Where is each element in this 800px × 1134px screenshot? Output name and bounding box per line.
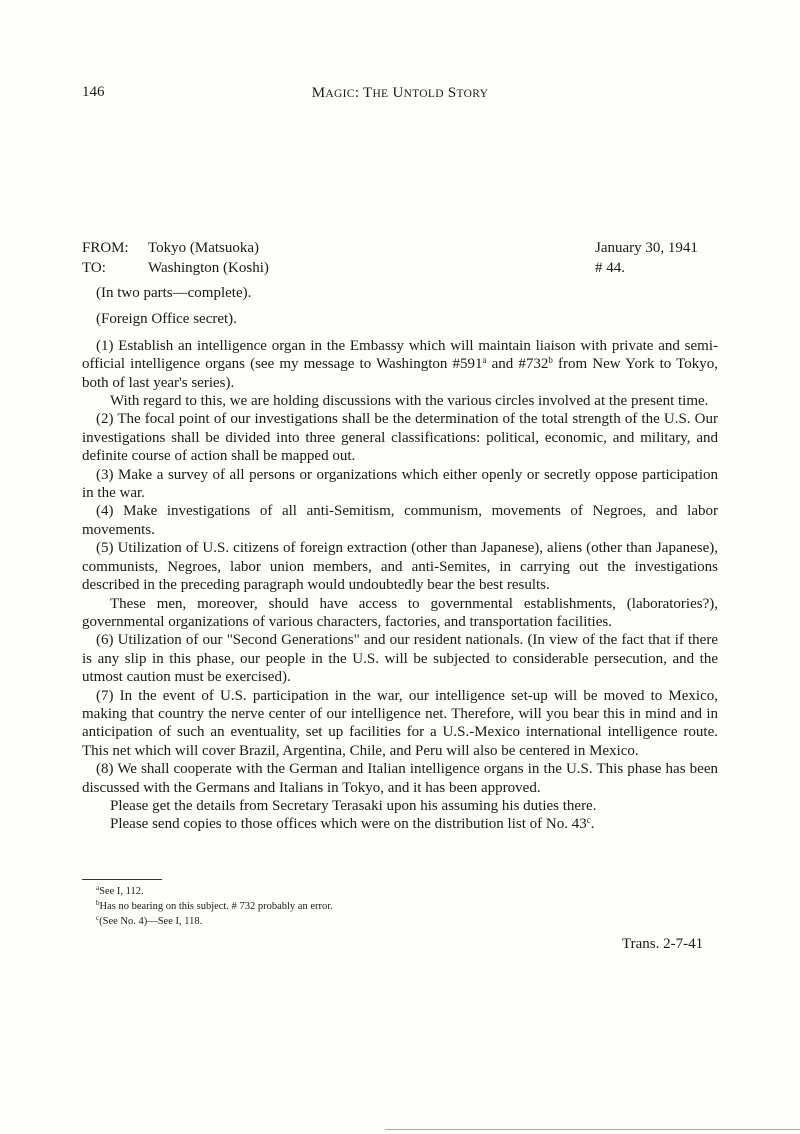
footnote-c: $^c$(See No. 4)—See I, 118. <box>96 914 203 927</box>
closing-line-1: Please get the details from Secretary Terasaki upon his assuming his duties there. <box>110 797 597 814</box>
paragraph-2: (2) The focal point of our investigations shall be the determination of the total strength of the U.S. Our investigations shall be divided into three general classifications: political, economic, and military, and definite course of action shall be mapped out. <box>82 411 718 465</box>
footnote-b: $^b$Has no bearing on this subject. # 732 probably an error. <box>96 899 333 912</box>
message-body <box>82 284 718 834</box>
paragraph-7: (7) In the event of U.S. participation in the war, our intelligence set-up will be moved to Mexico, making that country the nerve center of our intelligence net. Therefore, will you bear this in mind and in anticipation of such an eventuality, set up facilities for a U.S.-Mexico international intelligence route. This net which will cover Brazil, Argentina, Chile, and Peru will also be centered in Mexico. <box>82 687 718 759</box>
to-line <box>82 258 269 278</box>
paragraph-1-continued: With regard to this, we are holding discussions with the various circles involved at the present time. <box>110 393 709 410</box>
paragraph-1: (1) Establish an intelligence organ in the Embassy which will maintain liaison with private and semi-official intelligence organs (see my message to Washington #591$^a$ and #732$^b$ from New York to Tokyo, both of last year's series). <box>82 337 718 391</box>
paragraph-5-continued: These men, moreover, should have access to governmental establishments, (laboratories?), governmental organizations of various characters, factories, and transportation facilities. <box>82 595 718 630</box>
translation-date: Trans. 2-7-41 <box>622 936 704 952</box>
paragraph-6: (6) Utilization of our "Second Generations" and our resident nationals. (In view of the fact that if there is any slip in this phase, our people in the U.S. will be subjected to considerable persecution, and the utmost caution must be exercised). <box>82 632 718 686</box>
paragraph-5: (5) Utilization of U.S. citizens of foreign extraction (other than Japanese), aliens (other than Japanese), communists, Negroes, labor union members, and anti-Semites, in carrying out the investigations described in the preceding paragraph would undoubtedly bear the best results. <box>82 540 718 594</box>
message-number: # 44. <box>595 260 625 276</box>
intro-parts: (In two parts—complete). <box>96 285 252 301</box>
running-head: MAGIC: THE UNTOLD STORY <box>311 85 489 101</box>
footnotes <box>96 884 333 929</box>
footnote-rule <box>82 879 162 880</box>
message-date: January 30, 1941 <box>595 240 698 256</box>
from-label: FROM: <box>82 240 129 256</box>
closing-line-2: Please send copies to those offices which were on the distribution list of No. 43$^c$. <box>110 815 595 833</box>
page-number: 146 <box>82 84 105 100</box>
from-value: Tokyo (Matsuoka) <box>148 240 260 256</box>
paragraph-8: (8) We shall cooperate with the German and Italian intelligence organs in the U.S. This phase has been discussed with the Germans and Italians in Tokyo, and it has been approved. <box>82 761 718 796</box>
from-line <box>82 238 259 258</box>
paragraph-3: (3) Make a survey of all persons or organizations which either openly or secretly oppose participation in the war. <box>82 466 718 502</box>
paragraph-4: (4) Make investigations of all anti-Semitism, communism, movements of Negroes, and labor movements. <box>82 503 718 538</box>
intro-classification: (Foreign Office secret). <box>96 311 237 328</box>
to-value: Washington (Koshi) <box>148 260 269 276</box>
footnote-a: $^a$See I, 112. <box>96 884 144 897</box>
scan-edge-line <box>385 1129 800 1130</box>
to-label: TO: <box>82 260 106 276</box>
